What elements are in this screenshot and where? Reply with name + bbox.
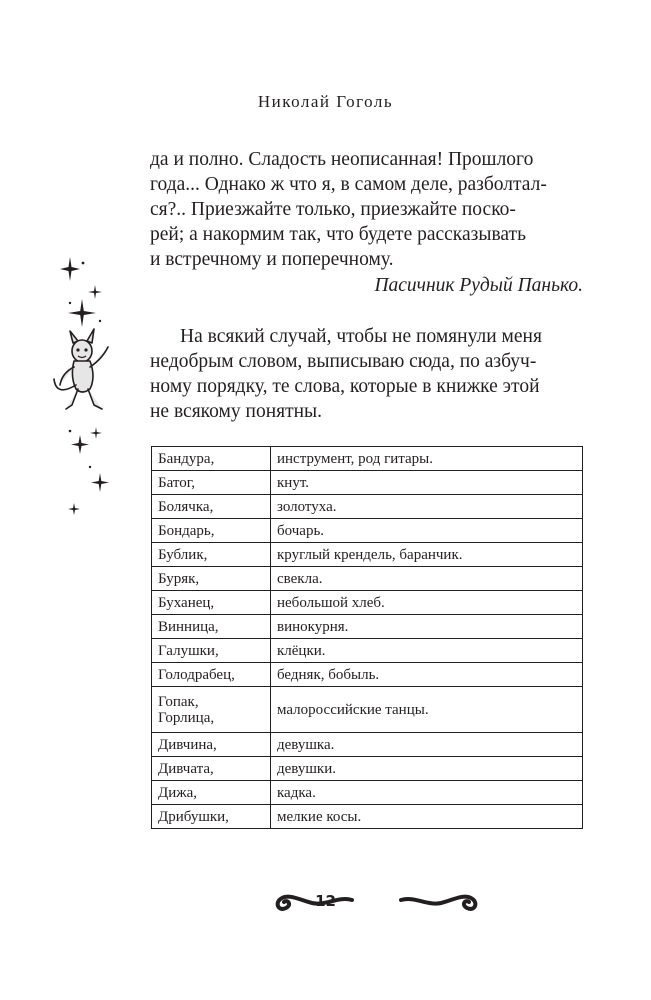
star-dot-icon xyxy=(89,466,91,468)
glossary-term: Галушки, xyxy=(152,639,271,663)
intro-paragraph xyxy=(150,147,583,272)
glossary-term: Батог, xyxy=(152,471,271,495)
table-row xyxy=(152,687,583,733)
glossary-definition: малороссийские танцы. xyxy=(271,687,583,733)
table-row xyxy=(152,663,583,687)
glossary-term: Голодрабец, xyxy=(152,663,271,687)
table-row xyxy=(152,471,583,495)
glossary-term-line: Гопак, xyxy=(158,693,199,710)
glossary-definition: мелкие косы. xyxy=(271,805,583,829)
page-number: 12 xyxy=(315,892,336,910)
text-line: ному порядку, те слова, которые в книжке этой xyxy=(150,376,540,397)
text-line: не всякому понятны. xyxy=(150,401,323,422)
glossary-term: Бублик, xyxy=(152,543,271,567)
star-dot-icon xyxy=(99,320,101,322)
glossary-definition: инструмент, род гитары. xyxy=(271,447,583,471)
glossary-definition: кадка. xyxy=(271,781,583,805)
glossary-term: Дивчина, xyxy=(152,733,271,757)
star-icon xyxy=(68,503,80,515)
table-row xyxy=(152,447,583,471)
star-dot-icon xyxy=(82,262,85,265)
running-header: Николай Гоголь xyxy=(257,92,394,111)
star-icon xyxy=(90,427,102,439)
glossary-definition: девушка. xyxy=(271,733,583,757)
glossary-definition: клёцки. xyxy=(271,639,583,663)
text-line: и встречному и поперечному. xyxy=(150,249,394,270)
star-icon xyxy=(91,473,109,492)
glossary-definition: девушки. xyxy=(271,757,583,781)
imp-with-stars-icon xyxy=(40,255,130,525)
text-line: да и полно. Сладость неописанная! Прошлого xyxy=(150,149,534,170)
glossary-term: Дижа, xyxy=(152,781,271,805)
table-row xyxy=(152,567,583,591)
glossary-definition: круглый крендель, баранчик. xyxy=(271,543,583,567)
glossary-definition: бочарь. xyxy=(271,519,583,543)
glossary-table xyxy=(151,446,583,829)
star-dot-icon xyxy=(69,430,72,433)
glossary-intro-paragraph xyxy=(150,324,583,424)
table-row xyxy=(152,733,583,757)
table-row xyxy=(152,519,583,543)
table-row xyxy=(152,639,583,663)
star-icon xyxy=(71,435,89,454)
table-row xyxy=(152,495,583,519)
glossary-term-line: Горлица, xyxy=(158,709,215,726)
glossary-term: Болячка, xyxy=(152,495,271,519)
table-row xyxy=(152,781,583,805)
star-dot-icon xyxy=(69,302,71,304)
text-line: На всякий случай, чтобы не помянули меня xyxy=(180,326,542,347)
glossary-term: Дрибушки, xyxy=(152,805,271,829)
text-line: года... Однако ж что я, в самом деле, разболтал- xyxy=(150,174,547,195)
table-row xyxy=(152,591,583,615)
text-line: недобрым словом, выписываю сюда, по азбуч- xyxy=(150,351,537,372)
glossary-definition: винокурня. xyxy=(271,615,583,639)
text-line: ся?.. Приезжайте только, приезжайте поско- xyxy=(150,199,516,220)
glossary-term: Бандура, xyxy=(152,447,271,471)
glossary-term: Дивчата, xyxy=(152,757,271,781)
table-row xyxy=(152,757,583,781)
table-row xyxy=(152,615,583,639)
text-line: рей; а накормим так, что будете рассказывать xyxy=(150,224,526,245)
table-row xyxy=(152,805,583,829)
glossary-term: Винница, xyxy=(152,615,271,639)
glossary-term: Буханец, xyxy=(152,591,271,615)
star-icon xyxy=(68,299,96,327)
glossary-definition: свекла. xyxy=(271,567,583,591)
page-footer xyxy=(0,880,651,924)
glossary-definition: небольшой хлеб. xyxy=(271,591,583,615)
glossary-term: Буряк, xyxy=(152,567,271,591)
table-row xyxy=(152,543,583,567)
swirl-right-icon xyxy=(395,886,485,916)
imp-figure-icon xyxy=(54,329,108,409)
glossary-definition: кнут. xyxy=(271,471,583,495)
glossary-term xyxy=(152,687,271,733)
signature: Пасичник Рудый Панько. xyxy=(374,275,583,296)
glossary-term: Бондарь, xyxy=(152,519,271,543)
glossary-definition: бедняк, бобыль. xyxy=(271,663,583,687)
glossary-definition: золотуха. xyxy=(271,495,583,519)
star-icon xyxy=(60,257,80,281)
star-icon xyxy=(88,285,102,299)
